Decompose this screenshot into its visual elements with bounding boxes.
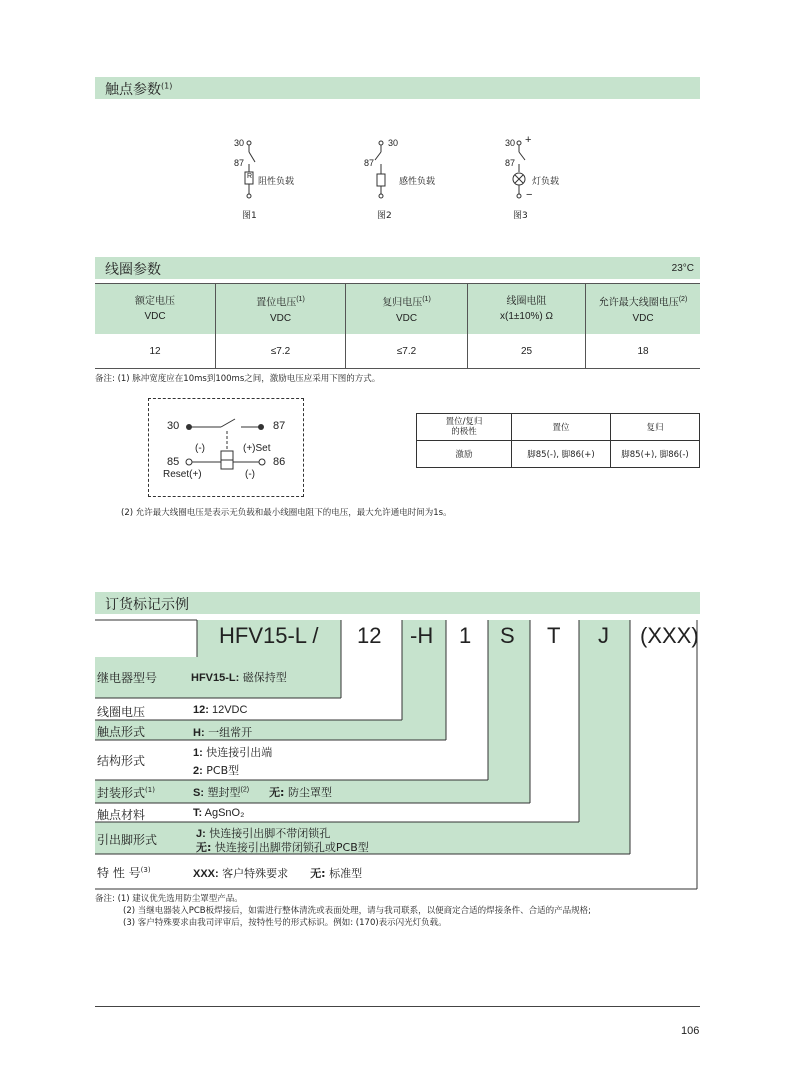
fig3-terminal-87: 87 — [505, 158, 516, 168]
order-note-2: (2) 当继电器装入PCB板焊接后，如需进行整体清洗或表面处理，请与我司联系，以便商定合适的焊接条件、合适的产品规格; — [123, 906, 592, 916]
circuit-terminal-30: 30 — [167, 420, 180, 432]
order-title: 订货标记示例 — [105, 597, 189, 613]
order-value-pin-2: 无: 快连接引出脚带闭锁孔或PCB型 — [196, 841, 369, 854]
order-value-package: S: 塑封型$^{(2)}$ 无: 防尘罩型 — [193, 786, 332, 799]
code-pin: J — [598, 623, 609, 648]
coil-cell: 18 — [586, 334, 701, 369]
fig3-minus: − — [526, 189, 533, 201]
fig3-plus: + — [525, 134, 532, 146]
circuit-terminal-85: 85 — [167, 456, 180, 468]
coil-col-set: 置位电压$^{(1)}$ VDC — [216, 284, 346, 335]
polarity-cell: 脚85(-), 脚86(+) — [512, 441, 611, 468]
footer-divider — [95, 1006, 700, 1007]
fig2-terminal-87: 87 — [364, 158, 375, 168]
polarity-header-1: 置位/复归 的极性 — [417, 414, 512, 441]
fig1-caption: 图1 — [242, 211, 257, 221]
contact-title: 触点参数 — [105, 82, 161, 98]
order-label-model: 继电器型号 — [97, 671, 158, 685]
fig1-label: 阻性负载 — [258, 177, 295, 187]
order-label-pin: 引出脚形式 — [97, 833, 158, 847]
fig2-label: 感性负载 — [399, 177, 436, 187]
coil-cell: 25 — [468, 334, 586, 369]
order-note-1: 备注: (1) 建议优先选用防尘罩型产品。 — [95, 894, 243, 904]
order-label-contact: 触点形式 — [97, 725, 146, 739]
fig3-caption: 图3 — [513, 211, 528, 221]
order-label-package: 封装形式$^{(1)}$ — [97, 786, 155, 800]
fig1-symbol: R — [247, 173, 253, 180]
coil-col-reset: 复归电压$^{(1)}$ VDC — [346, 284, 468, 335]
polarity-cell: 激励 — [417, 441, 512, 468]
circuit-terminal-87: 87 — [273, 420, 286, 432]
order-value-material: T: AgSnO₂ — [193, 807, 245, 819]
fig1-terminal-30: 30 — [234, 138, 245, 148]
polarity-header-3: 复归 — [611, 414, 700, 441]
order-label-material: 触点材料 — [97, 808, 146, 822]
fig3-terminal-30: 30 — [505, 138, 516, 148]
coil-cell: ≤7.2 — [346, 334, 468, 369]
polarity-cell: 脚85(+), 脚86(-) — [611, 441, 700, 468]
code-material: T — [547, 623, 561, 648]
fig2-caption: 图2 — [377, 211, 392, 221]
order-value-special: XXX: 客户特殊要求 无: 标准型 — [193, 867, 363, 880]
order-label-special: 特 性 号$^{(3)}$ — [97, 866, 151, 880]
coil-temperature: 23°C — [671, 263, 694, 274]
code-model: HFV15-L / — [219, 623, 319, 648]
order-value-structure-1: 1: 快连接引出端 — [193, 746, 273, 759]
circuit-terminal-86: 86 — [273, 456, 286, 468]
coil-col-rated: 额定电压 VDC — [95, 284, 216, 335]
circuit-minus-right: (-) — [245, 469, 255, 480]
fig3-label: 灯负载 — [532, 177, 560, 187]
order-label-structure: 结构形式 — [97, 754, 146, 768]
circuit-plus-set: (+)Set — [243, 443, 271, 454]
page-number: 106 — [681, 1025, 700, 1037]
code-package: S — [500, 623, 515, 648]
order-value-contact: H: 一组常开 — [193, 726, 253, 739]
circuit-reset: Reset(+) — [163, 469, 202, 480]
coil-cell: 12 — [95, 334, 216, 369]
polarity-header-2: 置位 — [512, 414, 611, 441]
code-structure: 1 — [459, 623, 472, 648]
coil-note-1: 备注: (1) 脉冲宽度应在10ms到100ms之间，激励电压应采用下图的方式。 — [95, 374, 381, 384]
fig2-terminal-30: 30 — [388, 138, 399, 148]
order-value-voltage: 12: 12VDC — [193, 704, 248, 716]
order-value-model: HFV15-L: 磁保持型 — [191, 671, 287, 684]
fig1-terminal-87: 87 — [234, 158, 245, 168]
coil-title: 线圈参数 — [105, 262, 161, 278]
coil-cell: ≤7.2 — [216, 334, 346, 369]
order-value-structure-2: 2: PCB型 — [193, 764, 240, 777]
code-voltage: 12 — [357, 623, 382, 648]
coil-note-2: (2) 允许最大线圈电压是表示无负载和最小线圈电阻下的电压，最大允许通电时间为1s。 — [121, 508, 452, 518]
code-contact: -H — [410, 623, 434, 648]
coil-col-max: 允许最大线圈电压$^{(2)}$ VDC — [586, 284, 701, 335]
code-special: (XXX) — [640, 623, 699, 648]
coil-col-resistance: 线圈电阻 x(1±10%) Ω — [468, 284, 586, 335]
contact-title-note: (1) — [161, 81, 173, 91]
order-note-3: (3) 客户特殊要求由我司评审后，按特性号的形式标识。例如: (170)表示闪光灯负载。 — [123, 918, 447, 928]
circuit-minus-left: (-) — [195, 443, 205, 454]
order-label-voltage: 线圈电压 — [97, 705, 146, 719]
order-value-pin-1: J: 快连接引出脚不带闭锁孔 — [196, 827, 331, 840]
